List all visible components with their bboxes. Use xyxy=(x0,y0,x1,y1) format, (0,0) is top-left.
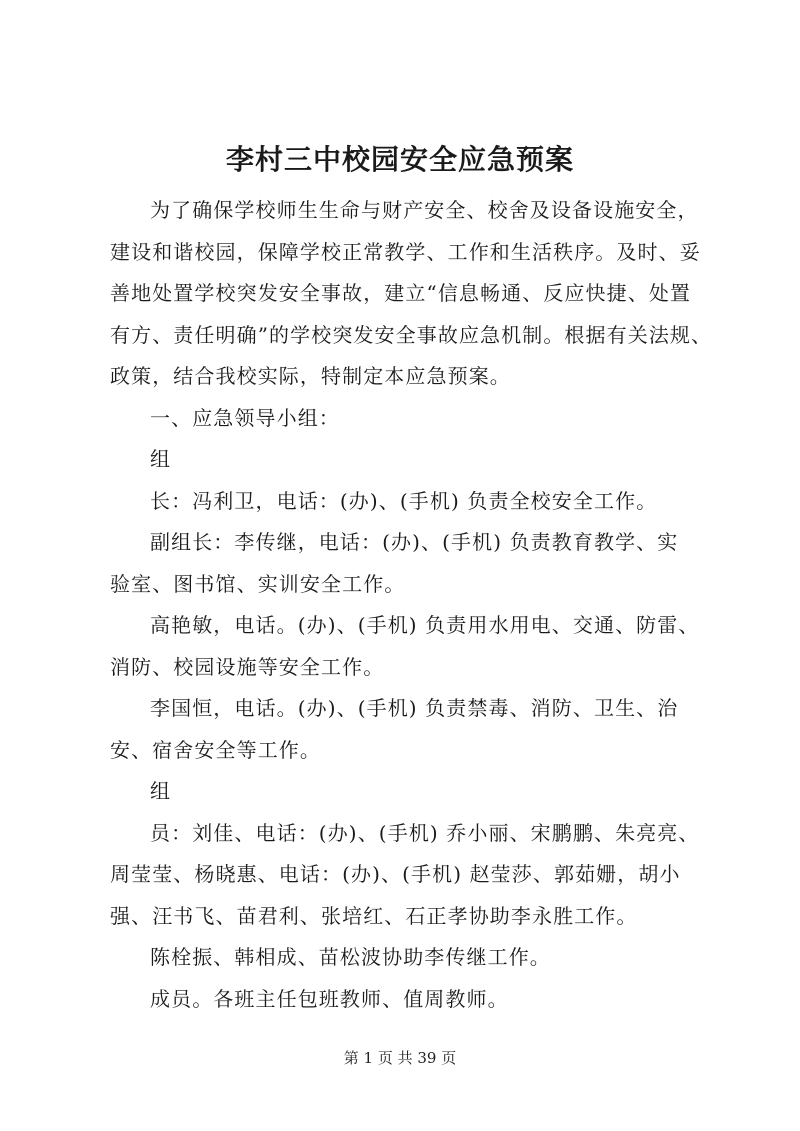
paragraph-line: 安、宿舍安全等工作。 xyxy=(110,737,321,762)
paragraph-line: 组 xyxy=(150,779,172,803)
paragraph-line: 副组长：李传继，电话：(办)、(手机) 负责教育教学、实 xyxy=(150,530,679,554)
paragraph-line: 员：刘佳、电话：(办)、(手机) 乔小丽、宋鹏鹏、朱亮亮、 xyxy=(150,820,700,845)
paragraph-line: 陈栓振、韩相成、苗松波协助李传继工作。 xyxy=(150,945,551,969)
paragraph-line: 强、汪书飞、苗君利、张培红、石正孝协助李永胜工作。 xyxy=(110,903,638,928)
paragraph-line: 成员。各班主任包班教师、值周教师。 xyxy=(150,986,509,1011)
section-heading: 一、应急领导小组： xyxy=(150,405,340,430)
paragraph-line: 李国恒，电话。(办)、(手机) 负责禁毒、消防、卫生、治 xyxy=(150,696,679,720)
paragraph-line: 消防、校园设施等安全工作。 xyxy=(110,654,385,679)
paragraph-line: 善地处置学校突发安全事故，建立“信息畅通、反应快捷、处置 xyxy=(110,281,692,305)
document-title: 李村三中校园安全应急预案 xyxy=(225,143,574,176)
page-number-footer: 第 1 页 共 39 页 xyxy=(343,1049,457,1067)
paragraph-line: 高艳敏，电话。(办)、(手机) 负责用水用电、交通、防雷、 xyxy=(150,613,700,637)
paragraph-line: 有方、责任明确”的学校突发安全事故应急机制。根据有关法规、 xyxy=(110,322,713,347)
paragraph-line: 长：冯利卫，电话：(办)、(手机) 负责全校安全工作。 xyxy=(150,488,658,513)
document-body xyxy=(110,190,713,1020)
paragraph-line: 验室、图书馆、实训安全工作。 xyxy=(110,571,406,596)
paragraph-line: 周莹莹、杨晓惠、电话：(办)、(手机) 赵莹莎、郭茹姗，胡小 xyxy=(110,862,681,886)
paragraph-line: 政策，结合我校实际，特制定本应急预案。 xyxy=(110,364,511,388)
paragraph-line: 为了确保学校师生生命与财产安全、校舍及设备设施安全， xyxy=(150,198,699,222)
paragraph-line: 组 xyxy=(150,447,172,471)
paragraph-line: 建设和谐校园，保障学校正常教学、工作和生活秩序。及时、妥 xyxy=(110,239,701,264)
